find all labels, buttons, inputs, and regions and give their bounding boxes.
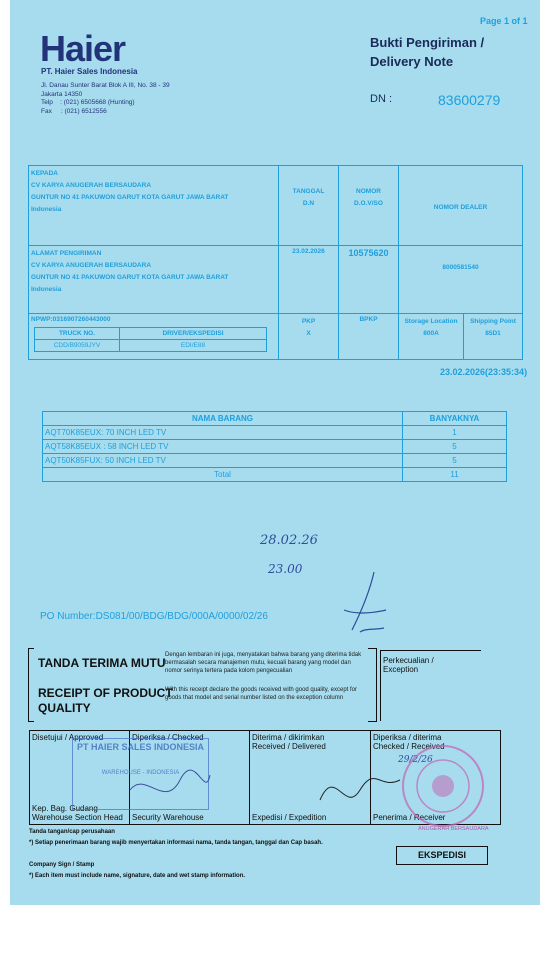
receiver-stamp	[395, 738, 491, 834]
receipt-text-en: With this receipt declare the goods received with good quality, except for goods that model and serial number listed on the exception column	[165, 687, 357, 701]
tanggal-label: TANGGAL	[292, 188, 325, 195]
tanggal-sub: D.N	[302, 200, 315, 207]
npwp: NPWP:0316907260443000	[31, 316, 111, 323]
receipt-bracket-mid	[368, 648, 377, 722]
footer-line3: Company Sign / Stamp	[29, 862, 95, 868]
nomor-label: NOMOR	[356, 188, 381, 195]
po-number: PO Number:DS081/00/BDG/BDG/000A/0000/02/26	[40, 611, 268, 622]
item-qty: 5	[403, 454, 507, 468]
nomor-dealer-cell	[399, 166, 523, 246]
ekspedisi-box: EKSPEDISI	[396, 846, 488, 865]
page-number: Page 1 of 1	[480, 16, 528, 26]
pkp-value: X	[306, 330, 311, 337]
handwritten-note: 29/2/26	[398, 755, 433, 765]
document-title-id: Bukti Pengiriman /	[370, 35, 485, 50]
table-row	[43, 440, 507, 454]
nomor-cell	[339, 166, 399, 246]
received-label: Diperiksa / diterima Checked / Received	[373, 733, 445, 751]
item-qty: 5	[403, 440, 507, 454]
dn-label: DN :	[370, 93, 392, 105]
delivered-role: Expedisi / Expedition	[252, 813, 327, 822]
item-name: AQT70K85EUX: 70 INCH LED TV	[43, 426, 403, 440]
footer-line2: *) Setiap penerimaan barang wajib menyertakan informasi nama, tanda tangan, tanggal dan Cap basah.	[29, 840, 323, 846]
so-number: 10575620	[339, 246, 399, 314]
receipt-title-en-2: QUALITY	[38, 701, 91, 715]
nomor-sub: D.O.V/SO	[354, 200, 383, 207]
handwritten-signature	[340, 570, 390, 640]
item-name: AQT58K85EUX : 58 INCH LED TV	[43, 440, 403, 454]
approved-role-1: Kep. Bag. Gudang	[32, 804, 98, 813]
kepada-country: Indonesia	[31, 206, 62, 213]
footer-line4: *) Each item must include name, signature, date and wet stamp information.	[29, 873, 246, 879]
tanggal-cell	[279, 166, 339, 246]
truck-value: CDD/B9059JYV	[35, 340, 120, 352]
haier-stamp-line1: PT HAIER SALES INDONESIA	[76, 742, 204, 752]
kepada-label: KEPADA	[31, 170, 58, 177]
shipment-table	[28, 165, 523, 360]
footer-line1: Tanda tangan/cap perusahaan	[29, 829, 115, 835]
items-table	[42, 411, 507, 482]
receipt-text-id: Dengan lembaran ini juga, menyatakan bahwa barang yang diterima tidak bermasalah secara manajemen mutu, kecuali barang yang model dan nomor serinya tertera pada kolom pengecualian	[165, 652, 362, 674]
date-value: 23.02.2026	[279, 246, 339, 314]
alamat-country: Indonesia	[31, 286, 62, 293]
items-header-qty: BANYAKNYA	[403, 412, 507, 426]
alamat-label: ALAMAT PENGIRIMAN	[31, 250, 102, 257]
received-role: Penerima / Receiver	[373, 813, 446, 822]
delivery-note-page	[10, 0, 540, 905]
receipt-title-id: TANDA TERIMA MUTU	[38, 656, 166, 670]
shipping-cell	[464, 314, 523, 360]
nomor-dealer-label: NOMOR DEALER	[433, 204, 488, 211]
dealer-number: 8000581540	[399, 246, 523, 314]
receipt-section	[28, 648, 484, 722]
item-qty: 1	[403, 426, 507, 440]
table-row	[43, 454, 507, 468]
driver-value: EDI/E88	[120, 340, 267, 352]
kepada-name: CV KARYA ANUGERAH BERSAUDARA	[31, 182, 152, 189]
dn-number: 83600279	[438, 92, 501, 108]
kepada-cell	[29, 166, 279, 246]
handwritten-time: 23.00	[268, 562, 303, 576]
company-address: Jl. Danau Sunter Barat Blok A III, No. 38 - 39 Jakarta 14350 Telp : (021) 6505668 (Hunting) Fax : (021) 6512556	[41, 82, 170, 115]
haier-logo: Haier	[40, 28, 126, 69]
document-title	[370, 33, 484, 71]
truck-label: TRUCK NO.	[35, 328, 120, 340]
receiver-stamp-text: ANUGERAH BERSAUDARA	[418, 826, 489, 832]
delivered-label: Diterima / dikirimkan Received / Delivered	[252, 733, 326, 751]
receipt-bracket-left	[28, 648, 34, 722]
truck-table	[34, 327, 267, 352]
approved-label: Disetujui / Approved	[32, 733, 104, 742]
storage-cell	[399, 314, 464, 360]
approved-role-2: Warehouse Section Head	[32, 813, 123, 822]
npwp-truck-cell	[29, 314, 279, 360]
document-title-en: Delivery Note	[370, 54, 454, 69]
company-name: PT. Haier Sales Indonesia	[41, 67, 138, 76]
items-total-value: 11	[403, 468, 507, 482]
haier-stamp-line2: WAREHOUSE - INDONESIA	[101, 770, 180, 776]
print-timestamp: 23.02.2026(23:35:34)	[440, 367, 528, 377]
alamat-cell	[29, 246, 279, 314]
checked-label: Diperiksa / Checked	[132, 733, 204, 742]
shipping-value: 85D1	[485, 330, 501, 337]
alamat-name: CV KARYA ANUGERAH BERSAUDARA	[31, 262, 152, 269]
checked-role: Security Warehouse	[132, 813, 204, 822]
item-name: AQT50K85FUX: 50 INCH LED TV	[43, 454, 403, 468]
driver-label: DRIVER/EKSPEDISI	[120, 328, 267, 340]
pkp-label: PKP	[301, 318, 316, 325]
exception-label: Perkecualian / Exception	[383, 656, 434, 674]
items-total-label: Total	[43, 468, 403, 482]
storage-value: 800A	[423, 330, 439, 337]
table-row	[43, 426, 507, 440]
pkp-cell	[279, 314, 339, 360]
checker-signature	[125, 760, 215, 820]
handwritten-date: 28.02.26	[260, 533, 318, 548]
alamat-address: GUNTUR NO 41 PAKUWON GARUT KOTA GARUT JAWA BARAT	[31, 274, 229, 281]
kepada-address: GUNTUR NO 41 PAKUWON GARUT KOTA GARUT JAWA BARAT	[31, 194, 229, 201]
bpkp-label: BPKP	[339, 314, 399, 360]
shipping-label: Shipping Point	[470, 318, 516, 325]
items-header-name: NAMA BARANG	[43, 412, 403, 426]
receipt-title-en-1: RECEIPT OF PRODUCT	[38, 686, 173, 700]
storage-label: Storage Location	[404, 318, 458, 325]
